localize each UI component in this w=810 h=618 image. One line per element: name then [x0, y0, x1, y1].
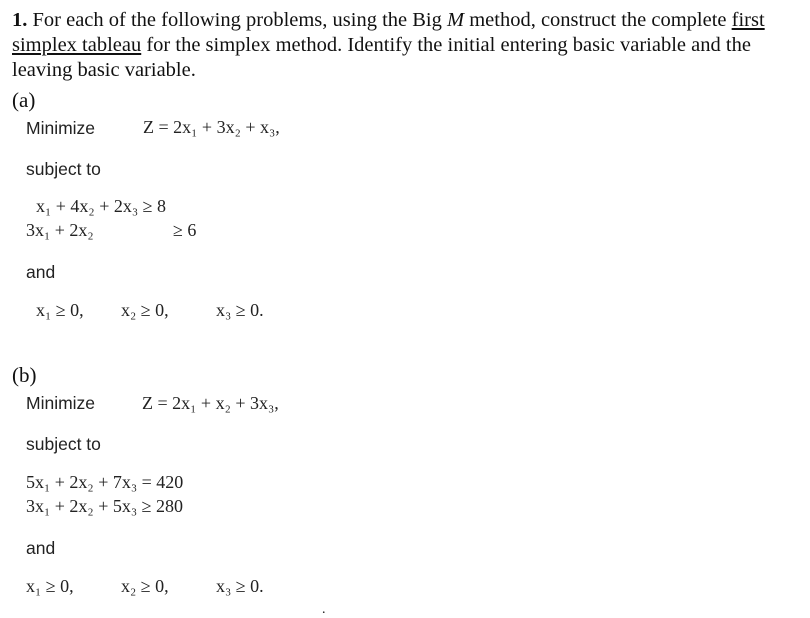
- part-a-label: (a): [12, 88, 36, 112]
- intro-text-a: For each of the following problems, using the Big: [27, 9, 447, 31]
- part-b-label: (b): [12, 363, 37, 387]
- part-b-nonneg-x1: x₁ ≥ 0,: [26, 576, 74, 596]
- part-b-constraint-1: 5x₁ + 2x₂ + 7x₃ = 420: [26, 472, 184, 492]
- intro-text-b: method, construct the complete: [464, 9, 732, 31]
- part-b-minimize-label: Minimize: [26, 393, 96, 413]
- part-a-nonneg-x2: x₂ ≥ 0,: [121, 300, 169, 320]
- intro-underlined-term: first simplex tableau: [12, 9, 765, 56]
- part-a-nonneg-x3: x₃ ≥ 0.: [216, 300, 264, 320]
- part-a-objective: Z = 2x₁ + 3x₂ + x₃,: [143, 117, 280, 137]
- part-b-subject-to: subject to: [26, 434, 101, 454]
- part-b-constraint-2: 3x₁ + 2x₂ + 5x₃ ≥ 280: [26, 496, 184, 516]
- part-a-constraint-2-lhs: 3x₁ + 2x₂: [26, 220, 94, 240]
- part-b-objective: Z = 2x₁ + x₂ + 3x₃,: [142, 393, 279, 413]
- part-a-constraint-1: x₁ + 4x₂ + 2x₃ ≥ 8: [36, 196, 167, 216]
- stray-dot: .: [322, 602, 326, 617]
- part-b-nonneg-x3: x₃ ≥ 0.: [216, 576, 264, 596]
- part-a-minimize-label: Minimize: [26, 118, 96, 138]
- intro-text-c: for the simplex method. Identify the initial entering basic variable and the leaving basic variable.: [12, 34, 751, 81]
- part-b-and-label: and: [26, 538, 56, 558]
- part-a-and-label: and: [26, 262, 56, 282]
- part-a-constraint-2-rhs: ≥ 6: [173, 220, 197, 240]
- intro-big-m: M: [447, 9, 465, 31]
- part-a-subject-to: subject to: [26, 159, 101, 179]
- part-a-nonneg-x1: x₁ ≥ 0,: [36, 300, 84, 320]
- part-b-nonneg-x2: x₂ ≥ 0,: [121, 576, 169, 596]
- problem-number: 1.: [12, 9, 28, 31]
- problem-statement: [12, 8, 804, 83]
